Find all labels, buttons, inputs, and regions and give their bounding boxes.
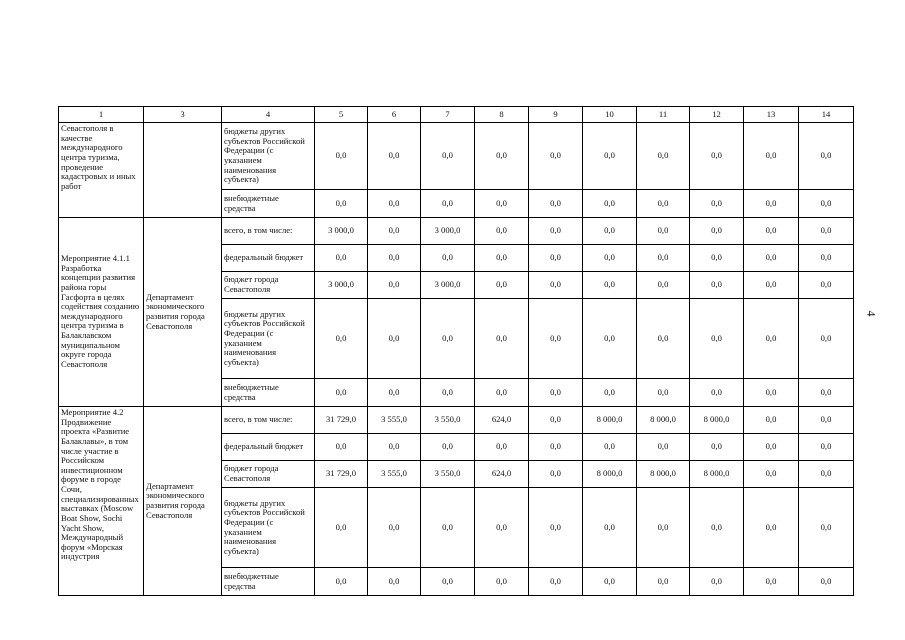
value-cell: 31 729,0 <box>315 407 368 434</box>
value-cell: 0,0 <box>475 245 529 272</box>
value-cell: 0,0 <box>637 568 690 596</box>
header-cell: 10 <box>583 107 637 123</box>
value-cell: 0,0 <box>583 434 637 461</box>
value-cell: 0,0 <box>799 461 854 488</box>
value-cell: 0,0 <box>637 245 690 272</box>
value-cell: 3 555,0 <box>368 407 421 434</box>
value-cell: 0,0 <box>475 218 529 245</box>
funding-source-cell: бюджеты других субъектов Российской Федерации (с указанием наименования субъекта) <box>222 299 315 379</box>
value-cell: 0,0 <box>583 272 637 299</box>
value-cell: 0,0 <box>421 434 475 461</box>
value-cell: 0,0 <box>475 568 529 596</box>
header-cell: 5 <box>315 107 368 123</box>
value-cell: 0,0 <box>744 434 799 461</box>
table-body <box>59 107 854 596</box>
value-cell: 0,0 <box>637 190 690 218</box>
header-cell: 4 <box>222 107 315 123</box>
value-cell: 0,0 <box>529 434 583 461</box>
value-cell: 0,0 <box>583 245 637 272</box>
value-cell: 0,0 <box>690 434 744 461</box>
value-cell: 8 000,0 <box>690 461 744 488</box>
value-cell: 0,0 <box>690 123 744 190</box>
value-cell: 0,0 <box>744 299 799 379</box>
value-cell: 31 729,0 <box>315 461 368 488</box>
value-cell: 0,0 <box>421 123 475 190</box>
department-cell: Департамент экономического развития города Севастополя <box>144 218 222 407</box>
value-cell: 0,0 <box>690 245 744 272</box>
value-cell: 0,0 <box>315 568 368 596</box>
value-cell: 0,0 <box>368 299 421 379</box>
value-cell: 8 000,0 <box>583 407 637 434</box>
value-cell: 0,0 <box>529 299 583 379</box>
value-cell: 0,0 <box>637 488 690 568</box>
value-cell: 0,0 <box>529 123 583 190</box>
value-cell: 0,0 <box>690 299 744 379</box>
value-cell: 8 000,0 <box>637 461 690 488</box>
value-cell: 0,0 <box>799 568 854 596</box>
value-cell: 0,0 <box>529 218 583 245</box>
header-cell: 6 <box>368 107 421 123</box>
value-cell: 0,0 <box>744 190 799 218</box>
value-cell: 624,0 <box>475 461 529 488</box>
department-cell: Департамент экономического развития города Севастополя <box>144 407 222 596</box>
value-cell: 0,0 <box>799 299 854 379</box>
value-cell: 0,0 <box>421 568 475 596</box>
value-cell: 0,0 <box>744 218 799 245</box>
value-cell: 0,0 <box>744 123 799 190</box>
value-cell: 0,0 <box>368 488 421 568</box>
header-cell: 3 <box>144 107 222 123</box>
header-cell: 8 <box>475 107 529 123</box>
value-cell: 3 000,0 <box>421 218 475 245</box>
value-cell: 0,0 <box>744 272 799 299</box>
value-cell: 3 555,0 <box>368 461 421 488</box>
value-cell: 0,0 <box>744 379 799 407</box>
funding-source-cell: бюджеты других субъектов Российской Федерации (с указанием наименования субъекта) <box>222 488 315 568</box>
value-cell: 0,0 <box>637 379 690 407</box>
value-cell: 0,0 <box>368 218 421 245</box>
value-cell: 0,0 <box>583 299 637 379</box>
value-cell: 0,0 <box>637 218 690 245</box>
value-cell: 0,0 <box>421 245 475 272</box>
value-cell: 3 000,0 <box>421 272 475 299</box>
value-cell: 0,0 <box>475 434 529 461</box>
value-cell: 0,0 <box>368 123 421 190</box>
value-cell: 0,0 <box>799 190 854 218</box>
value-cell: 0,0 <box>690 190 744 218</box>
funding-source-cell: всего, в том числе: <box>222 407 315 434</box>
value-cell: 0,0 <box>315 488 368 568</box>
funding-source-cell: внебюджетные средства <box>222 190 315 218</box>
table-row <box>59 407 854 434</box>
value-cell: 0,0 <box>583 379 637 407</box>
value-cell: 0,0 <box>744 488 799 568</box>
value-cell: 0,0 <box>799 123 854 190</box>
value-cell: 0,0 <box>368 190 421 218</box>
header-cell: 7 <box>421 107 475 123</box>
value-cell: 0,0 <box>799 245 854 272</box>
funding-source-cell: федеральный бюджет <box>222 245 315 272</box>
value-cell: 0,0 <box>744 568 799 596</box>
value-cell: 0,0 <box>368 272 421 299</box>
value-cell: 0,0 <box>529 407 583 434</box>
value-cell: 0,0 <box>799 488 854 568</box>
value-cell: 0,0 <box>315 245 368 272</box>
value-cell: 0,0 <box>475 488 529 568</box>
value-cell: 0,0 <box>315 190 368 218</box>
funding-source-cell: бюджет города Севастополя <box>222 461 315 488</box>
value-cell: 0,0 <box>315 123 368 190</box>
value-cell: 0,0 <box>421 190 475 218</box>
value-cell: 0,0 <box>368 434 421 461</box>
value-cell: 8 000,0 <box>690 407 744 434</box>
value-cell: 0,0 <box>421 379 475 407</box>
funding-source-cell: внебюджетные средства <box>222 568 315 596</box>
value-cell: 8 000,0 <box>637 407 690 434</box>
value-cell: 0,0 <box>799 379 854 407</box>
value-cell: 3 000,0 <box>315 272 368 299</box>
department-cell <box>144 123 222 218</box>
header-cell: 13 <box>744 107 799 123</box>
value-cell: 3 550,0 <box>421 461 475 488</box>
value-cell: 0,0 <box>368 245 421 272</box>
value-cell: 0,0 <box>690 218 744 245</box>
value-cell: 0,0 <box>583 218 637 245</box>
measure-cell: Мероприятие 4.1.1 Разработка концепции развития района горы Гасфорта в целях содействия созданию международного центра туризма в Балаклавском муниципальном округе города Севастополя <box>59 218 144 407</box>
budget-table <box>58 106 854 596</box>
value-cell: 0,0 <box>529 488 583 568</box>
value-cell: 0,0 <box>637 434 690 461</box>
value-cell: 0,0 <box>583 123 637 190</box>
header-cell: 1 <box>59 107 144 123</box>
value-cell: 0,0 <box>690 272 744 299</box>
value-cell: 0,0 <box>583 190 637 218</box>
value-cell: 624,0 <box>475 407 529 434</box>
measure-cell: Мероприятие 4.2 Продвижение проекта «Развитие Балаклавы», в том числе участие в Российском инвестиционном форуме в городе Сочи, специализированных выставках (Moscow Boat Show, Sochi Yacht Show, Международный форум «Морская индустрия <box>59 407 144 596</box>
value-cell: 0,0 <box>421 488 475 568</box>
value-cell: 0,0 <box>529 245 583 272</box>
value-cell: 0,0 <box>637 299 690 379</box>
value-cell: 0,0 <box>529 461 583 488</box>
value-cell: 3 000,0 <box>315 218 368 245</box>
header-cell: 11 <box>637 107 690 123</box>
page-number: 4 <box>864 310 879 317</box>
value-cell: 0,0 <box>421 299 475 379</box>
funding-source-cell: всего, в том числе: <box>222 218 315 245</box>
value-cell: 3 550,0 <box>421 407 475 434</box>
value-cell: 0,0 <box>799 272 854 299</box>
funding-source-cell: бюджет города Севастополя <box>222 272 315 299</box>
header-cell: 9 <box>529 107 583 123</box>
value-cell: 0,0 <box>368 379 421 407</box>
funding-source-cell: бюджеты других субъектов Российской Федерации (с указанием наименования субъекта) <box>222 123 315 190</box>
value-cell: 0,0 <box>690 488 744 568</box>
funding-source-cell: федеральный бюджет <box>222 434 315 461</box>
value-cell: 0,0 <box>690 379 744 407</box>
value-cell: 0,0 <box>475 123 529 190</box>
value-cell: 0,0 <box>744 461 799 488</box>
value-cell: 0,0 <box>744 245 799 272</box>
value-cell: 0,0 <box>315 299 368 379</box>
value-cell: 8 000,0 <box>583 461 637 488</box>
value-cell: 0,0 <box>744 407 799 434</box>
value-cell: 0,0 <box>799 434 854 461</box>
value-cell: 0,0 <box>475 299 529 379</box>
value-cell: 0,0 <box>368 568 421 596</box>
value-cell: 0,0 <box>315 434 368 461</box>
value-cell: 0,0 <box>529 272 583 299</box>
table-row <box>59 218 854 245</box>
value-cell: 0,0 <box>475 379 529 407</box>
value-cell: 0,0 <box>583 488 637 568</box>
value-cell: 0,0 <box>637 123 690 190</box>
value-cell: 0,0 <box>529 379 583 407</box>
value-cell: 0,0 <box>799 407 854 434</box>
funding-source-cell: внебюджетные средства <box>222 379 315 407</box>
value-cell: 0,0 <box>637 272 690 299</box>
value-cell: 0,0 <box>690 568 744 596</box>
table-row <box>59 123 854 190</box>
value-cell: 0,0 <box>315 379 368 407</box>
value-cell: 0,0 <box>529 568 583 596</box>
header-cell: 12 <box>690 107 744 123</box>
header-row <box>59 107 854 123</box>
value-cell: 0,0 <box>475 272 529 299</box>
value-cell: 0,0 <box>799 218 854 245</box>
value-cell: 0,0 <box>475 190 529 218</box>
measure-cell: Севастополя в качестве международного центра туризма, проведение кадастровых и иных работ <box>59 123 144 218</box>
value-cell: 0,0 <box>529 190 583 218</box>
value-cell: 0,0 <box>583 568 637 596</box>
header-cell: 14 <box>799 107 854 123</box>
